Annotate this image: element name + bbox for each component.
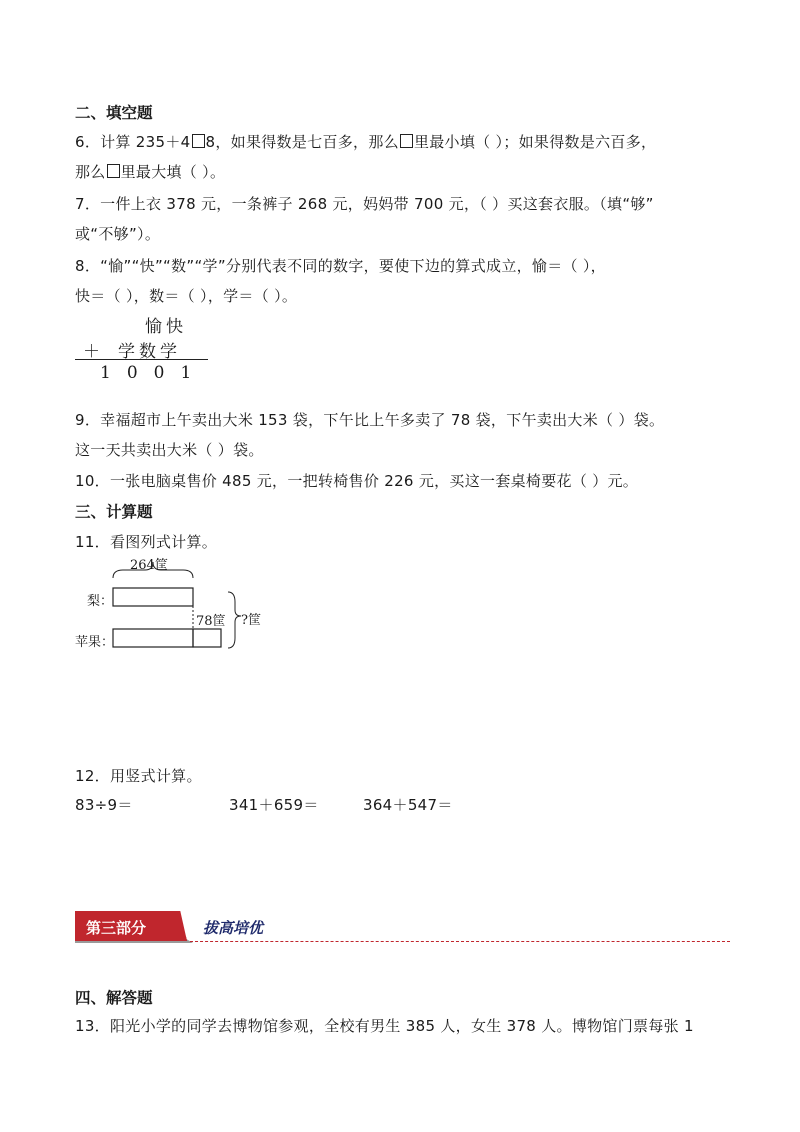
question-12-prompt: 12．用竖式计算。 <box>75 767 202 785</box>
puzzle-row-2: 学数学 <box>118 342 181 362</box>
vertical-calc-expr-3: 364＋547＝ <box>363 796 453 814</box>
part-banner-divider <box>190 941 730 942</box>
question-13-line-1: 13．阳光小学的同学去博物馆参观，全校有男生 385 人，女生 378 人。博物馆门票每张 1 <box>75 1017 694 1035</box>
section-title-calculation: 三、计算题 <box>75 503 153 521</box>
part-banner-subtitle: 拔高培优 <box>203 919 264 937</box>
puzzle-sum-line <box>75 359 208 360</box>
question-8-line-1: 8．“愉”“快”“数”“学”分别代表不同的数字，要使下边的算式成立，愉＝（ ）， <box>75 257 606 275</box>
q6-text-b: 8，如果得数是七百多，那么 <box>205 133 399 151</box>
section-title-word-problems: 四、解答题 <box>75 989 153 1007</box>
blank-box-icon <box>192 134 205 148</box>
blank-box-icon <box>107 164 120 178</box>
section-title-fill-blank: 二、填空题 <box>75 104 153 122</box>
vertical-calc-expr-2: 341＋659＝ <box>229 796 319 814</box>
puzzle-result: 1001 <box>100 363 208 383</box>
puzzle-plus-sign: ＋ <box>83 342 104 362</box>
vertical-calc-expr-1: 83÷9＝ <box>75 796 133 814</box>
extra-quantity-label: 78筐 <box>196 614 226 629</box>
question-6-line-2 <box>75 161 225 182</box>
bar-model-diagram <box>75 552 275 662</box>
part-banner-label: 第三部分 <box>86 919 147 937</box>
question-9-line-2: 这一天共卖出大米（ ）袋。 <box>75 441 264 459</box>
question-10-line-1: 10．一张电脑桌售价 485 元，一把转椅售价 226 元，买这一套桌椅要花（ ）元。 <box>75 472 639 490</box>
question-7-line-2: 或“不够”）。 <box>75 225 161 243</box>
total-quantity-label: ?筐 <box>241 613 261 628</box>
question-6-line-1 <box>75 131 656 152</box>
question-8-line-2: 快＝（ ），数＝（ ），学＝（ ）。 <box>75 287 298 305</box>
q6-text-e: 里最大填（ ）。 <box>120 163 226 181</box>
question-11-prompt: 11．看图列式计算。 <box>75 533 218 551</box>
q6-text-d: 那么 <box>75 163 106 181</box>
blank-box-icon <box>400 134 413 148</box>
question-9-line-1: 9．幸福超市上午卖出大米 153 袋，下午比上午多卖了 78 袋，下午卖出大米（ ）袋。 <box>75 411 665 429</box>
apple-label: 苹果： <box>75 635 115 650</box>
puzzle-row-1: 愉快 <box>145 317 187 337</box>
q6-text-c: 里最小填（ ）；如果得数是六百多， <box>413 133 657 151</box>
top-quantity-label: 264筐 <box>130 558 168 573</box>
q6-text-a: 6．计算 235＋4 <box>75 133 191 151</box>
pear-label: 梨： <box>87 594 114 609</box>
question-7-line-1: 7．一件上衣 378 元，一条裤子 268 元，妈妈带 700 元，（ ）买这套衣服。（填“够” <box>75 195 654 213</box>
